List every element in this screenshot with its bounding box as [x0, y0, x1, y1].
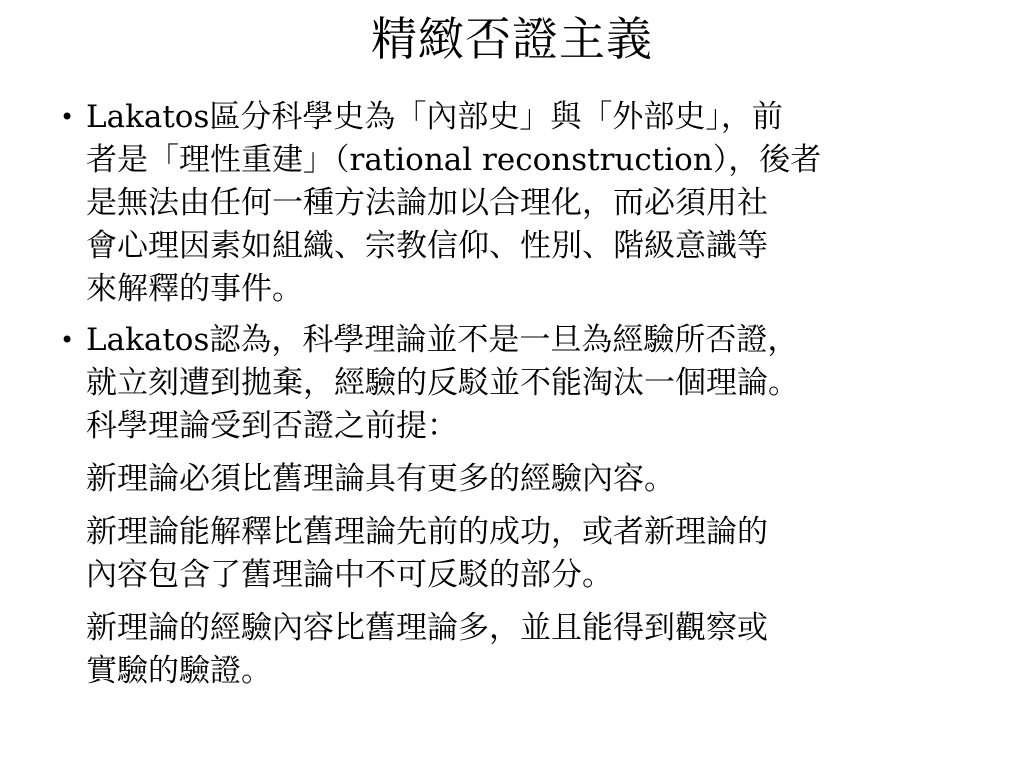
text-line: 就立刻遭到拋棄，經驗的反駁並不能淘汰一個理論。 — [86, 365, 799, 401]
text-line: 會心理因素如組織、宗教信仰、性別、階級意識等 — [86, 228, 768, 264]
bullet-text — [86, 96, 970, 311]
text-line: 新理論的經驗內容比舊理論多，並且能得到觀察或 — [86, 610, 768, 646]
condition-item-2 — [60, 511, 970, 597]
text-line: 實驗的驗證。 — [86, 653, 272, 689]
text-line: 者是「理性重建」（rational reconstruction），後者 — [86, 142, 822, 178]
slide-title: 精緻否證主義 — [371, 12, 653, 66]
text-line: 來解釋的事件。 — [86, 271, 303, 307]
text-line: 科學理論受到否證之前提： — [86, 408, 458, 444]
text-line: Lakatos認為，科學理論並不是一旦為經驗所否證， — [86, 322, 799, 358]
bullet-text — [86, 319, 970, 448]
bullet-item-1 — [60, 96, 970, 311]
condition-item-1 — [60, 458, 970, 501]
text-line: 是無法由任何一種方法論加以合理化，而必須用社 — [86, 185, 768, 221]
condition-item-3 — [60, 607, 970, 693]
text-line: 新理論能解釋比舊理論先前的成功，或者新理論的 — [86, 514, 768, 550]
slide-content — [60, 96, 970, 699]
text-line: 新理論必須比舊理論具有更多的經驗內容。 — [86, 461, 675, 497]
bullet-item-2 — [60, 319, 970, 448]
bullet-icon: • — [60, 103, 75, 131]
text-line: 內容包含了舊理論中不可反駁的部分。 — [86, 557, 613, 593]
bullet-icon: • — [60, 326, 75, 354]
text-line: Lakatos區分科學史為「內部史」與「外部史」，前 — [86, 99, 783, 135]
